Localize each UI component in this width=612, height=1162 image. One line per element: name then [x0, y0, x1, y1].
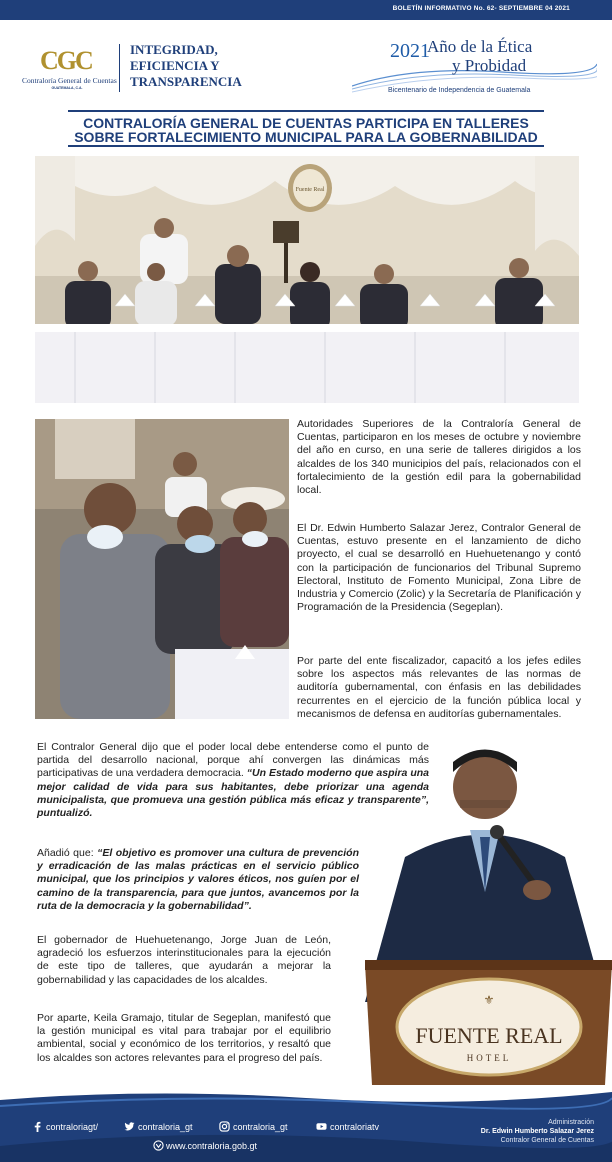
twitter-link[interactable] — [124, 1121, 193, 1132]
slogan-line-3: TRANSPARENCIA — [130, 74, 242, 89]
youtube-icon — [316, 1121, 327, 1132]
headline-rule-bottom — [68, 145, 544, 147]
admin-name: Dr. Edwin Humberto Salazar Jerez — [480, 1128, 594, 1135]
paragraph-5-quote: “El objetivo es promover una cultura de prevención y erradicación de las malas prácticas en el servicio público municipal, que los principios y valores éticos, nos guíen por el camino de la transparencia, para que juntos, avancemos por la ruta de la democracia y la gobernabilidad”. — [37, 847, 359, 912]
facebook-label: contraloriagt/ — [46, 1122, 99, 1132]
youtube-link[interactable] — [316, 1121, 379, 1132]
year-subtitle: Bicentenario de Independencia de Guatemala — [388, 87, 531, 94]
youtube-label: contraloriatv — [330, 1122, 380, 1132]
instagram-icon — [219, 1121, 230, 1132]
paragraph-3: Por parte del ente fiscalizador, capacitó a los jefes ediles sobre los aspectos más relevantes de las normas de auditoría gubernamental, con énfasis en las debilidades recurrentes en el ejercicio de la función pública local y mecanismos de defensa en auditorías gubernamentales. — [297, 655, 581, 720]
website-link[interactable] — [153, 1140, 257, 1151]
slogan-line-2: EFICIENCIA Y — [130, 58, 220, 73]
paragraph-4-text: El Contralor General dijo que el poder local debe entenderse como el punto de partida del desarrollo nacional, porque ahí convergen las dinámicas más participativas de una verdadera democracia. — [37, 741, 429, 780]
website-label: www.contraloria.gob.gt — [166, 1141, 258, 1151]
bulletin-label: BOLETÍN INFORMATIVO No. 62- SEPTIEMBRE 04 2021 — [392, 5, 570, 12]
twitter-label: contraloria_gt — [138, 1122, 193, 1132]
year-banner — [352, 36, 597, 100]
web-icon — [153, 1140, 164, 1151]
year-number: 2021 — [390, 40, 430, 62]
paragraph-4 — [37, 741, 429, 820]
facebook-link[interactable] — [32, 1121, 98, 1132]
headline — [60, 116, 552, 144]
paragraph-4-quote: “Un Estado moderno que aspira una mejor calidad de vida para sus habitantes, debe priorizar una agenda municipalista, que promueva una gestión pública más eficaz y transparente”, puntualizó. — [37, 767, 429, 820]
photo-audience — [35, 419, 289, 719]
year-title-line-1: Año de la Ética — [427, 37, 533, 56]
admin-credit — [481, 1118, 594, 1145]
instagram-label: contraloria_gt — [233, 1122, 288, 1132]
top-bar — [0, 0, 612, 20]
logo-name: Contraloría General de Cuentas — [22, 76, 117, 85]
logo-sub: GUATEMALA, C.A. — [51, 86, 83, 90]
instagram-link[interactable] — [219, 1121, 288, 1132]
headline-line-1: CONTRALORÍA GENERAL DE CUENTAS PARTICIPA EN TALLERES — [83, 115, 529, 131]
headline-line-2: SOBRE FORTALECIMIENTO MUNICIPAL PARA LA GOBERNABILIDAD — [74, 129, 538, 145]
podium-sub: HOTEL — [466, 1053, 512, 1063]
podium-brand: FUENTE REAL — [415, 1023, 563, 1048]
svg-text:⚜: ⚜ — [483, 993, 495, 1007]
backdrop-logo-text: Fuente Real — [295, 187, 325, 193]
slogan — [130, 42, 242, 90]
headline-rule-top — [68, 110, 544, 112]
twitter-icon — [124, 1121, 135, 1132]
paragraph-7: Por aparte, Keila Gramajo, titular de Segeplan, manifestó que la gestión municipal es vital para trabajar por el equilibrio ambiental, social y económico de los territorios, y resaltó que los alcaldes son actores relevantes para el progreso del país. — [37, 1012, 331, 1064]
admin-label: Administración — [548, 1119, 594, 1126]
admin-role: Contralor General de Cuentas — [500, 1137, 594, 1144]
paragraph-6: El gobernador de Huehuetenango, Jorge Juan de León, agradeció los esfuerzos interinstitucionales para la ejecución de este tipo de talleres, que ayudarán a mejorar la gobernabilidad y las capacidades de los alcaldes. — [37, 934, 331, 986]
photo-panel-table — [35, 156, 579, 403]
paragraph-5-text: Añadió que: — [37, 847, 98, 859]
year-title-line-2: y Probidad — [452, 56, 527, 75]
facebook-icon — [32, 1121, 43, 1132]
paragraph-2: El Dr. Edwin Humberto Salazar Jerez, Contralor General de Cuentas, estuvo presente en el lanzamiento de dicho proyecto, el cual se desarrolló en Huehuetenango y contó con la participación de funcionarios del Tribunal Supremo Electoral, Instituto de Fomento Municipal, Zona Libre de Industria y Comercio (Zolic) y la Secretaría de Planificación y Programación de la Presidencia (Segeplan). — [297, 522, 581, 614]
header-divider — [119, 44, 120, 92]
slogan-line-1: INTEGRIDAD, — [130, 42, 218, 57]
cgc-logo — [22, 46, 117, 96]
paragraph-5 — [37, 847, 359, 913]
paragraph-1: Autoridades Superiores de la Contraloría General de Cuentas, participaron en los meses de octubre y noviembre del año en curso, en una serie de talleres dirigidos a los alcaldes de los 340 municipios del país, relacionados con el fortalecimiento de la gestión edil para la gobernabilidad local. — [297, 418, 581, 497]
logo-mark: CGC — [40, 46, 92, 75]
